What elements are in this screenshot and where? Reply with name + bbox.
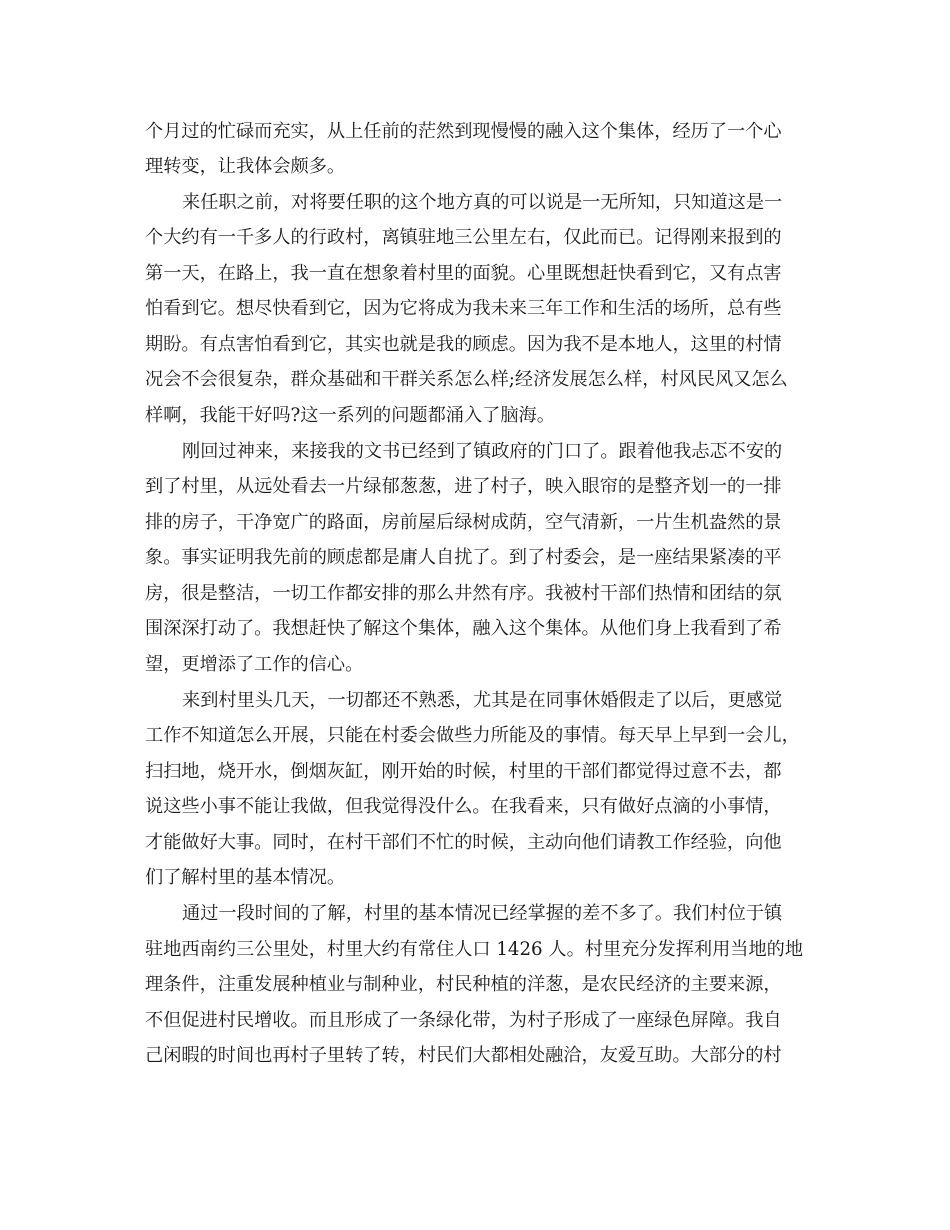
text-line: 扫扫地，烧开水，倒烟灰缸，刚开始的时候，村里的干部们都觉得过意不去，都 — [145, 761, 782, 782]
text-line: 望，更增添了工作的信心。 — [145, 654, 364, 675]
paragraph-first-line: 通过一段时间的了解，村里的基本情况已经掌握的差不多了。我们村位于镇 — [182, 903, 783, 924]
text-line: 驻地西南约三公里处，村里大约有常住人口 1426 人。村里充分发挥利用当地的地 — [145, 939, 804, 960]
text-line: 到了村里，从远处看去一片绿郁葱葱，进了村子，映入眼帘的是整齐划一的一排 — [145, 476, 782, 497]
text-line: 理条件，注重发展种植业与制种业，村民种植的洋葱，是农民经济的主要来源， — [145, 974, 782, 995]
text-line: 房，很是整洁，一切工作都安排的那么井然有序。我被村干部们热情和团结的氛 — [145, 583, 782, 604]
text-line: 理转变，让我体会颇多。 — [145, 156, 346, 177]
paragraph-first-line: 来任职之前，对将要任职的这个地方真的可以说是一无所知，只知道这是一 — [182, 192, 783, 213]
text-line: 第一天，在路上，我一直在想象着村里的面貌。心里既想赶快看到它，又有点害 — [145, 263, 782, 284]
text-line: 己闲暇的时间也再村子里转了转，村民们大都相处融洽，友爱互助。大部分的村 — [145, 1045, 782, 1066]
text-line: 工作不知道怎么开展，只能在村委会做些力所能及的事情。每天早上早到一会儿， — [145, 725, 800, 746]
text-line: 不但促进村民增收。而且形成了一条绿化带，为村子形成了一座绿色屏障。我自 — [145, 1010, 782, 1031]
text-line: 个大约有一千多人的行政村，离镇驻地三公里左右，仅此而已。记得刚来报到的 — [145, 227, 782, 248]
text-line: 排的房子，干净宽广的路面，房前屋后绿树成荫，空气清新，一片生机盎然的景 — [145, 512, 782, 533]
paragraph-first-line: 来到村里头几天，一切都还不熟悉，尤其是在同事休婚假走了以后，更感觉 — [182, 690, 783, 711]
text-line: 才能做好大事。同时，在村干部们不忙的时候，主动向他们请教工作经验，向他 — [145, 832, 782, 853]
text-line: 围深深打动了。我想赶快了解这个集体，融入这个集体。从他们身上我看到了希 — [145, 618, 782, 639]
text-line: 象。事实证明我先前的顾虑都是庸人自扰了。到了村委会，是一座结果紧凑的平 — [145, 547, 782, 568]
text-line: 说这些小事不能让我做，但我觉得没什么。在我看来，只有做好点滴的小事情， — [145, 796, 782, 817]
paragraph-first-line: 刚回过神来，来接我的文书已经到了镇政府的门口了。跟着他我忐忑不安的 — [182, 441, 783, 462]
text-line: 期盼。有点害怕看到它，其实也就是我的顾虑。因为我不是本地人，这里的村情 — [145, 334, 782, 355]
text-line: 怕看到它。想尽快看到它，因为它将成为我未来三年工作和生活的场所，总有些 — [145, 298, 782, 319]
text-line: 况会不会很复杂，群众基础和干群关系怎么样;经济发展怎么样，村风民风又怎么 — [145, 369, 788, 390]
text-line: 样啊，我能干好吗?这一系列的问题都涌入了脑海。 — [145, 405, 555, 426]
text-line: 们了解村里的基本情况。 — [145, 867, 346, 888]
text-line: 个月过的忙碌而充实，从上任前的茫然到现慢慢的融入这个集体，经历了一个心 — [145, 121, 782, 142]
